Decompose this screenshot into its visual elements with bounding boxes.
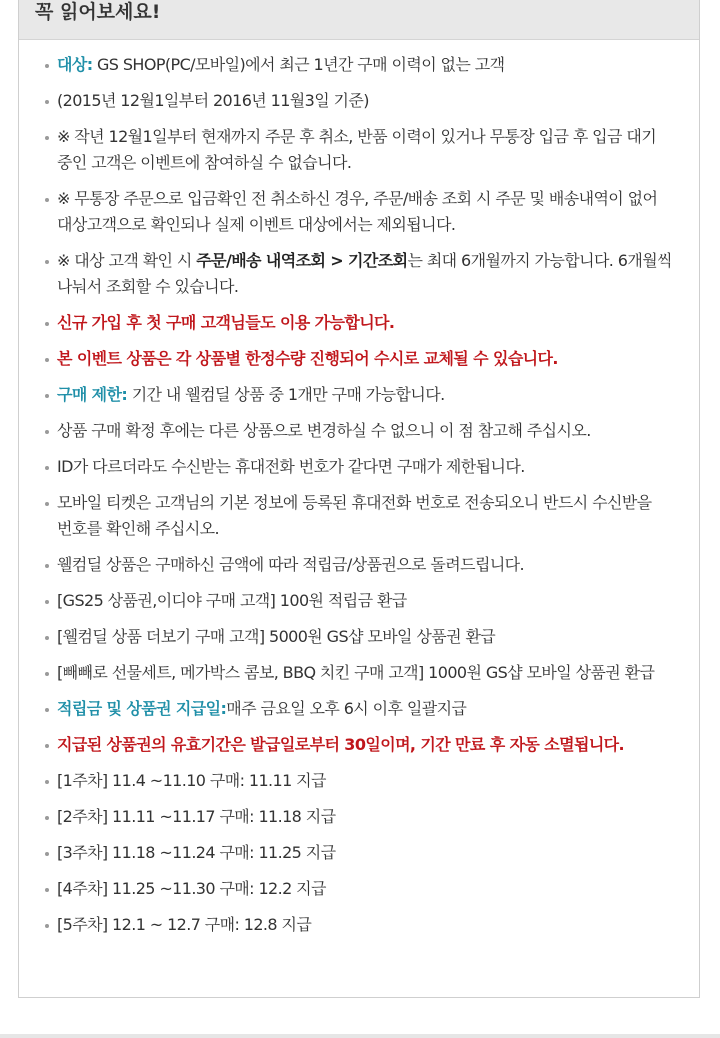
item-text: ※ 무통장 주문으로 입금확인 전 취소하신 경우, 주문/배송 조회 시 주문 및 배송내역이 없어 대상고객으로 확인되나 실제 이벤트 대상에서는 제외됩니다. [57,189,658,234]
notice-box [18,0,700,998]
item-text: 기간 내 웰컴딜 상품 중 1개만 구매 가능합니다. [127,385,445,404]
list-item-purchase-limit [19,382,699,408]
item-label: 대상: [57,55,93,74]
item-text: [2주차] 11.11 ~11.17 구매: 11.18 지급 [57,807,336,826]
bullet-icon [45,136,49,140]
bullet-icon [45,198,49,202]
list-item-target [19,52,699,78]
list-item [19,552,699,578]
bullet-icon [45,780,49,784]
bullet-icon [45,708,49,712]
bullet-icon [45,564,49,568]
bullet-icon [45,888,49,892]
list-item-week [19,912,699,938]
list-item-payment-date [19,696,699,722]
item-text: ※ 대상 고객 확인 시 [57,251,197,270]
bullet-icon [45,466,49,470]
list-item-week [19,840,699,866]
item-text: [GS25 상품권,이디야 구매 고객] 100원 적립금 환급 [57,591,407,610]
bullet-icon [45,600,49,604]
notice-list [19,52,699,948]
bullet-icon [45,744,49,748]
list-item [19,660,699,686]
item-text: GS SHOP(PC/모바일)에서 최근 1년간 구매 이력이 없는 고객 [92,55,505,74]
bullet-icon [45,672,49,676]
item-text: 는 최대 6개월까지 가능합니다. 6개월씩 나눠서 조회할 수 있습니다. [57,251,672,296]
item-text: 상품 구매 확정 후에는 다른 상품으로 변경하실 수 없으니 이 점 참고해 주십시오. [57,421,591,440]
bullet-icon [45,636,49,640]
item-text: [웰컴딜 상품 더보기 구매 고객] 5000원 GS샵 모바일 상품권 환급 [57,627,496,646]
list-item-highlight [19,310,699,336]
item-text: [4주차] 11.25 ~11.30 구매: 12.2 지급 [57,879,326,898]
item-text: (2015년 12월1일부터 2016년 11월3일 기준) [57,91,369,110]
item-text: 지급된 상품권의 유효기간은 발급일로부터 30일이며, 기간 만료 후 자동 소멸됩니다. [57,735,625,754]
item-text: [3주차] 11.18 ~11.24 구매: 11.25 지급 [57,843,336,862]
bullet-icon [45,100,49,104]
bullet-icon [45,358,49,362]
list-item-week [19,876,699,902]
bullet-icon [45,260,49,264]
item-text: [빼빼로 선물세트, 메가박스 콤보, BBQ 치킨 구매 고객] 1000원 GS샵 모바일 상품권 환급 [57,663,655,682]
bullet-icon [45,924,49,928]
item-bold-text: 기간조회 [348,251,408,270]
item-text: 매주 금요일 오후 6시 이후 일괄지급 [226,699,467,718]
divider [0,1034,720,1038]
list-item-week [19,768,699,794]
bullet-icon [45,502,49,506]
item-text: ※ 작년 12월1일부터 현재까지 주문 후 취소, 반품 이력이 있거나 무통장 입금 후 입금 대기 중인 고객은 이벤트에 참여하실 수 없습니다. [57,127,657,172]
bullet-icon [45,322,49,326]
list-item [19,88,699,114]
item-text: [5주차] 12.1 ~ 12.7 구매: 12.8 지급 [57,915,312,934]
item-text: 모바일 티켓은 고객님의 기본 정보에 등록된 휴대전화 번호로 전송되오니 반드시 수신받을 번호를 확인해 주십시오. [57,493,652,538]
item-label: 구매 제한: [57,385,128,404]
list-item-week [19,804,699,830]
item-text: 웰컴딜 상품은 구매하신 금액에 따라 적립금/상품권으로 돌려드립니다. [57,555,525,574]
item-bold-text: > [325,251,349,270]
item-text: ID가 다르더라도 수신받는 휴대전화 번호가 같다면 구매가 제한됩니다. [57,457,525,476]
item-text: 본 이벤트 상품은 각 상품별 한정수량 진행되어 수시로 교체될 수 있습니다. [57,349,558,368]
list-item [19,186,699,238]
list-item [19,624,699,650]
bullet-icon [45,64,49,68]
list-item [19,588,699,614]
list-item [19,454,699,480]
notice-title: 꼭 읽어보세요! [35,1,161,23]
bullet-icon [45,430,49,434]
list-item-highlight [19,346,699,372]
list-item [19,124,699,176]
bullet-icon [45,816,49,820]
list-item [19,248,699,300]
item-bold-text: 주문/배송 내역조회 [196,251,326,270]
bullet-icon [45,852,49,856]
notice-header [19,0,699,40]
list-item-highlight [19,732,699,758]
item-label: 적립금 및 상품권 지급일: [57,699,227,718]
bullet-icon [45,394,49,398]
item-text: 신규 가입 후 첫 구매 고객님들도 이용 가능합니다. [57,313,395,332]
list-item [19,418,699,444]
item-text: [1주차] 11.4 ~11.10 구매: 11.11 지급 [57,771,326,790]
list-item [19,490,699,542]
